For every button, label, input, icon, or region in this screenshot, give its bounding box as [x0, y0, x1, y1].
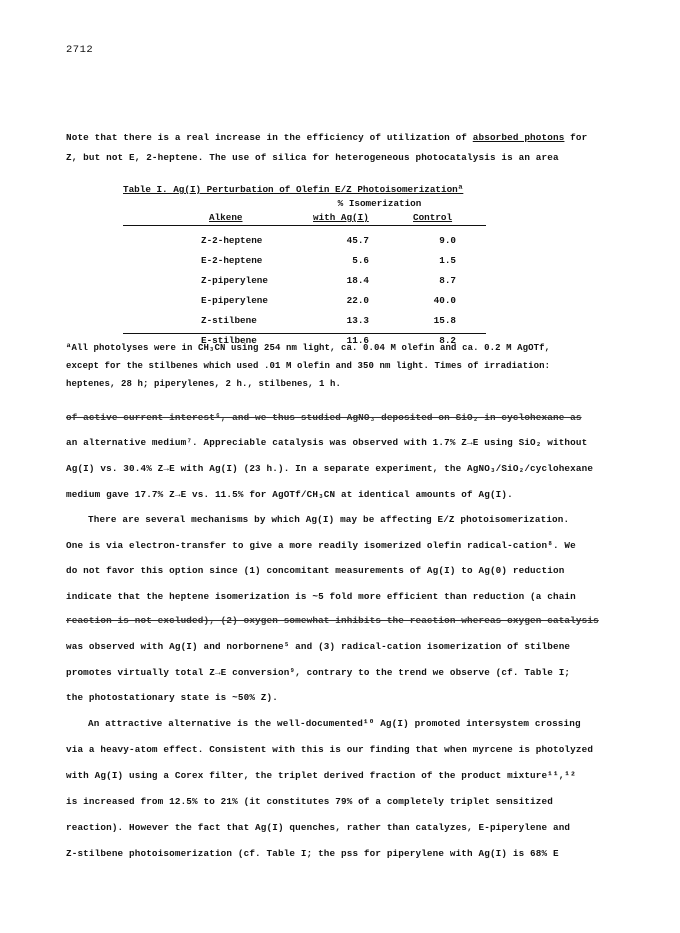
body-line-2: an alternative medium⁷. Appreciable catalysis was observed with 1.7% Z→E using SiO₂ without — [66, 437, 588, 448]
body-line-3: Ag(I) vs. 30.4% Z→E with Ag(I) (23 h.). In a separate experiment, the AgNO₃/SiO₂/cyclohexane — [66, 463, 594, 474]
with-ag-cell: 11.6 — [346, 335, 369, 346]
table-bottom-rule — [123, 333, 486, 334]
body-line-15: with Ag(I) using a Corex filter, the triplet derived fraction of the product mixture¹¹,¹² — [66, 770, 576, 781]
alkene-cell: Z-2-heptene — [201, 235, 263, 246]
table-caption: Table I. Ag(I) Perturbation of Olefin E/Z Photoisomerizationª — [123, 184, 464, 195]
body-line-8: indicate that the heptene isomerization is ~5 fold more efficient than reduction (a chain — [66, 591, 576, 602]
column-header-with-ag: with Ag(I) — [313, 212, 369, 223]
control-cell: 8.7 — [439, 275, 456, 286]
control-cell: 15.8 — [433, 315, 456, 326]
body-line-17: reaction). However the fact that Ag(I) quenches, rather than catalyzes, E-piperylene and — [66, 822, 571, 833]
body-line-7: do not favor this option since (1) concomitant measurements of Ag(I) to Ag(0) reduction — [66, 565, 565, 576]
intro-text-b: for — [564, 132, 588, 143]
table-row — [123, 235, 486, 251]
body-line-4: medium gave 17.7% Z→E vs. 11.5% for AgOTf/CH₃CN at identical amounts of Ag(I). — [66, 489, 513, 500]
control-cell: 1.5 — [439, 255, 456, 266]
body-line-5: There are several mechanisms by which Ag(I) may be affecting E/Z photoisomerization. — [88, 514, 570, 525]
with-ag-cell: 18.4 — [346, 275, 369, 286]
intro-underlined-phrase: absorbed photons — [472, 132, 565, 143]
alkene-cell: E-piperylene — [201, 295, 268, 306]
body-line-12: the photostationary state is ~50% Z). — [66, 692, 278, 703]
with-ag-cell: 5.6 — [352, 255, 369, 266]
column-header-alkene: Alkene — [209, 212, 243, 223]
table-row — [123, 295, 486, 311]
table-footnote-line-3: heptenes, 28 h; piperylenes, 2 h., stilbenes, 1 h. — [66, 379, 342, 389]
control-cell: 8.2 — [439, 335, 456, 346]
column-header-control: Control — [413, 212, 453, 223]
body-line-11: promotes virtually total Z→E conversion⁹, contrary to the trend we observe (cf. Table I; — [66, 667, 571, 678]
table-footnote-line-1: ªAll photolyses were in CH₃CN using 254 nm light, ca. 0.04 M olefin and ca. 0.2 M AgOTf, — [66, 343, 551, 353]
alkene-cell: Z-stilbene — [201, 315, 257, 326]
control-cell: 9.0 — [439, 235, 456, 246]
table-header-rule — [123, 225, 486, 226]
body-line-1: of active current interest⁶, and we thus studied AgNO₃ deposited on SiO₂ in cyclohexane as — [66, 412, 582, 423]
body-line-14: via a heavy-atom effect. Consistent with this is our finding that when myrcene is photolyzed — [66, 744, 594, 755]
intro-text-a: Note that there is a real increase in the efficiency of utilization of — [66, 132, 473, 143]
alkene-cell: Z-piperylene — [201, 275, 268, 286]
with-ag-cell: 22.0 — [346, 295, 369, 306]
with-ag-cell: 13.3 — [346, 315, 369, 326]
table-group-header: % Isomerization — [337, 198, 422, 209]
body-line-6: One is via electron-transfer to give a more readily isomerized olefin radical-cation⁸. We — [66, 540, 576, 551]
table-row — [123, 315, 486, 331]
intro-line-1 — [66, 132, 587, 143]
table-footnote-line-2: except for the stilbenes which used .01 M olefin and 350 nm light. Times of irradiation: — [66, 361, 551, 371]
body-line-9: reaction is not excluded), (2) oxygen somewhat inhibits the reaction whereas oxygen catalysis — [66, 615, 599, 626]
body-line-18: Z-stilbene photoisomerization (cf. Table I; the pss for piperylene with Ag(I) is 68% E — [66, 848, 559, 859]
intro-line-2: Z, but not E, 2-heptene. The use of silica for heterogeneous photocatalysis is an area — [66, 152, 559, 163]
body-line-13: An attractive alternative is the well-documented¹⁰ Ag(I) promoted intersystem crossing — [88, 718, 581, 729]
body-line-16: is increased from 12.5% to 21% (it constitutes 79% of a completely triplet sensitized — [66, 796, 553, 807]
alkene-cell: E-2-heptene — [201, 255, 263, 266]
table-row — [123, 255, 486, 271]
alkene-cell: E-stilbene — [201, 335, 257, 346]
table-row — [123, 275, 486, 291]
with-ag-cell: 45.7 — [346, 235, 369, 246]
page-number: 2712 — [66, 44, 94, 56]
body-line-10: was observed with Ag(I) and norbornene⁵ and (3) radical-cation isomerization of stilbene — [66, 641, 571, 652]
control-cell: 40.0 — [433, 295, 456, 306]
